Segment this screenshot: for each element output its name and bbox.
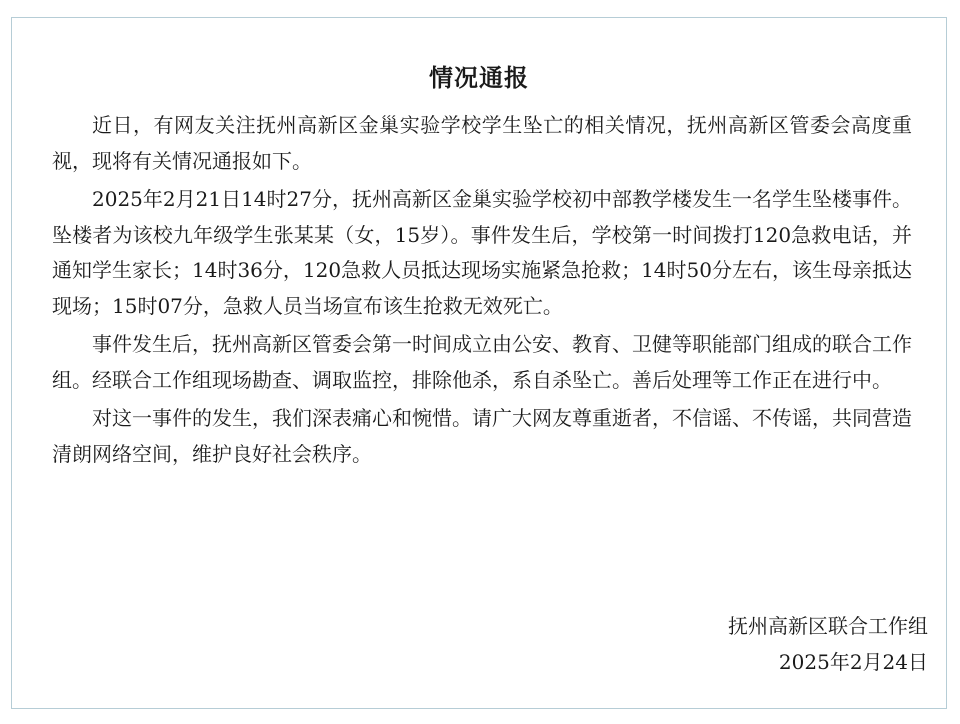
- paragraph-intro: 近日，有网友关注抚州高新区金巢实验学校学生坠亡的相关情况，抚州高新区管委会高度重视，现将有关情况通报如下。: [52, 113, 912, 173]
- paragraph-incident: 2025年2月21日14时27分，抚州高新区金巢实验学校初中部教学楼发生一名学生坠楼事件。坠楼者为该校九年级学生张某某（女，15岁）。事件发生后，学校第一时间拨打120急救电话，并通知学生家长；14时36分，120急救人员抵达现场实施紧急抢救；14时50分左右，该生母亲抵达现场；15时07分，急救人员当场宣布该生抢救无效死亡。: [52, 187, 912, 318]
- paragraph-investigation: 事件发生后，抚州高新区管委会第一时间成立由公安、教育、卫健等职能部门组成的联合工作组。经联合工作组现场勘查、调取监控，排除他杀，系自杀坠亡。善后处理等工作正在进行中。: [52, 332, 912, 392]
- notice-title: 情况通报: [429, 64, 529, 92]
- notice-document: [11, 17, 947, 709]
- signature-block: [728, 608, 928, 680]
- paragraph-appeal: 对这一事件的发生，我们深表痛心和惋惜。请广大网友尊重逝者，不信谣、不传谣，共同营造清朗网络空间，维护良好社会秩序。: [52, 406, 912, 466]
- notice-body: [52, 108, 912, 475]
- signature-organization: 抚州高新区联合工作组: [728, 614, 928, 638]
- signature-date: 2025年2月24日: [778, 650, 928, 674]
